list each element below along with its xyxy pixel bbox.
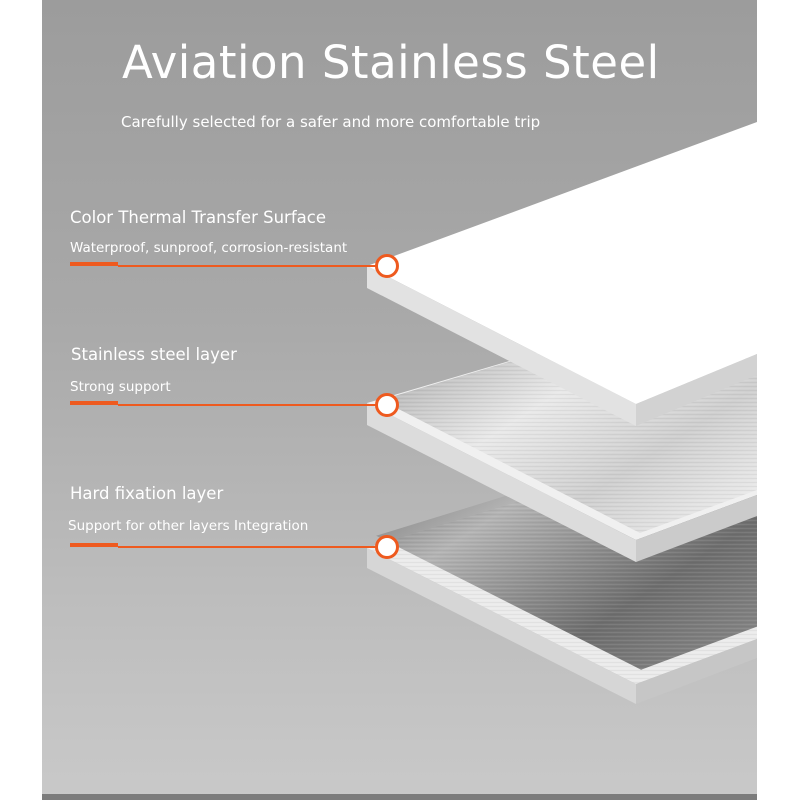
bottom-divider xyxy=(42,794,757,800)
accent-bar xyxy=(70,262,118,266)
leader-line xyxy=(118,546,376,548)
product-infographic xyxy=(42,0,757,800)
page-title: Aviation Stainless Steel xyxy=(122,36,660,89)
layer-description: Support for other layers Integration xyxy=(68,518,309,534)
leader-line xyxy=(118,404,376,406)
leader-line xyxy=(118,265,376,267)
marker-ring-icon xyxy=(375,535,399,559)
thermal-surface-plate xyxy=(367,122,757,426)
marker-ring-icon xyxy=(375,393,399,417)
layer-description: Strong support xyxy=(70,379,171,395)
layer-description: Waterproof, sunproof, corrosion-resistant xyxy=(70,240,348,256)
marker-ring-icon xyxy=(375,254,399,278)
page-subtitle: Carefully selected for a safer and more comfortable trip xyxy=(121,113,541,131)
accent-bar xyxy=(70,543,118,547)
accent-bar xyxy=(70,401,118,405)
layer-title: Hard fixation layer xyxy=(70,484,224,503)
layer-title: Stainless steel layer xyxy=(71,345,237,364)
layer-title: Color Thermal Transfer Surface xyxy=(70,208,326,227)
